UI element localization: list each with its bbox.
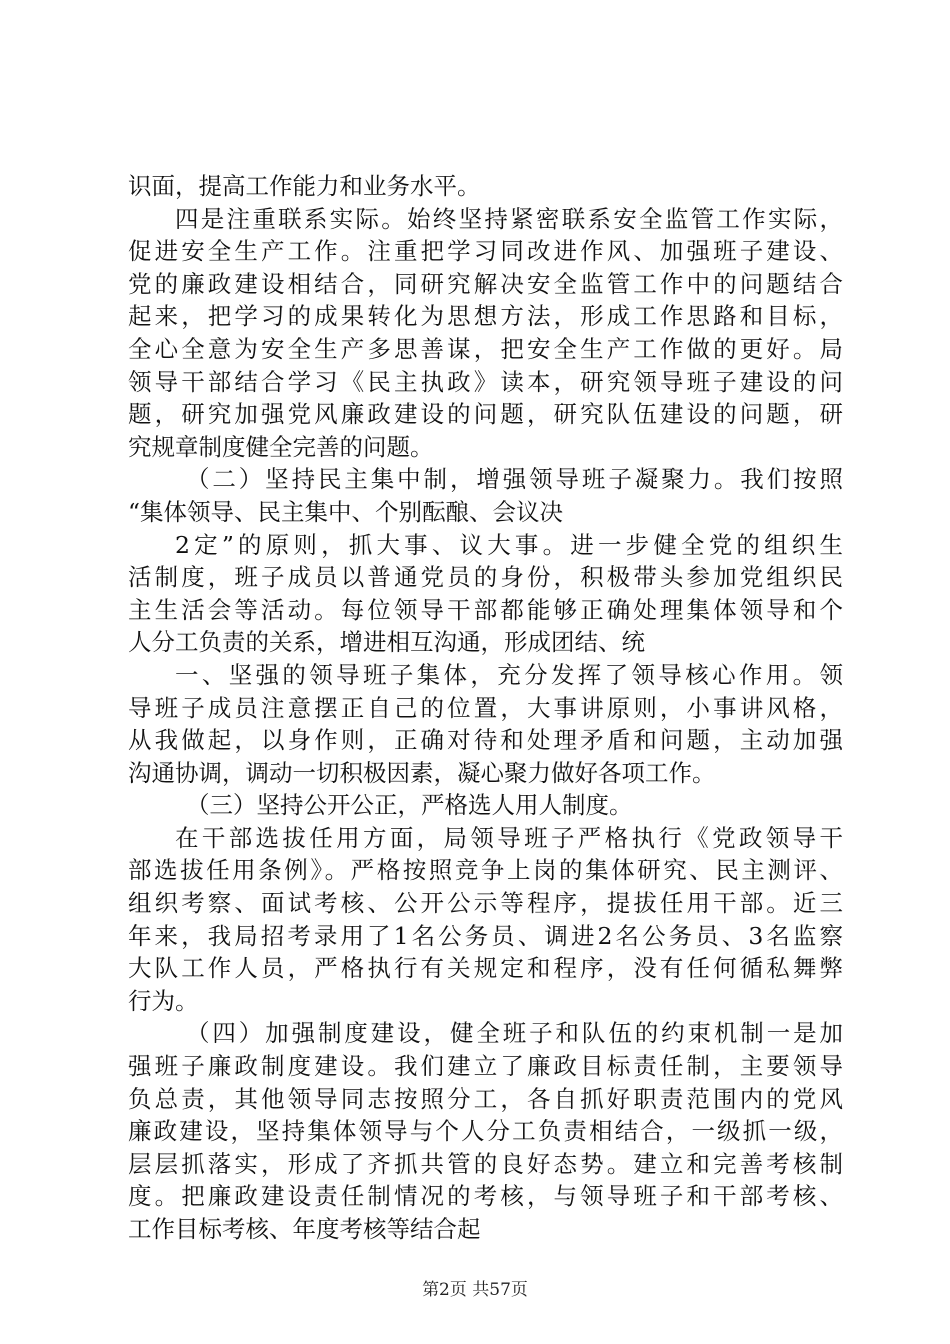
text-line: 年来，我局招考录用了1名公务员、调进2名公务员、3名监察 bbox=[128, 921, 843, 950]
text-line: 促进安全生产工作。注重把学习同改进作风、加强班子建设、 bbox=[128, 237, 843, 266]
text-line: 活制度，班子成员以普通党员的身份，积极带头参加党组织民 bbox=[128, 563, 843, 592]
text-line: （四）加强制度建设，健全班子和队伍的约束机制一是加 bbox=[186, 1019, 843, 1048]
text-line: 度。把廉政建设责任制情况的考核，与领导班子和干部考核、 bbox=[128, 1182, 843, 1211]
document-body bbox=[128, 170, 843, 1246]
text-line: 识面，提高工作能力和业务水平。 bbox=[128, 172, 481, 200]
text-line: 党的廉政建设相结合，同研究解决安全监管工作中的问题结合 bbox=[128, 269, 843, 298]
text-line: 起来，把学习的成果转化为思想方法，形成工作思路和目标， bbox=[128, 302, 843, 331]
text-line: 工作目标考核、年度考核等结合起 bbox=[128, 1215, 481, 1243]
text-line: （三）坚持公开公正，严格选人用人制度。 bbox=[186, 791, 633, 820]
text-line: 层层抓落实，形成了齐抓共管的良好态势。建立和完善考核制 bbox=[128, 1149, 843, 1178]
text-line: 一、坚强的领导班子集体，充分发挥了领导核心作用。领 bbox=[175, 660, 843, 689]
text-line: 领导干部结合学习《民主执政》读本，研究领导班子建设的问 bbox=[128, 367, 843, 396]
text-line: 题，研究加强党风廉政建设的问题，研究队伍建设的问题，研 bbox=[128, 400, 843, 429]
text-line: 人分工负责的关系，增进相互沟通，形成团结、统 bbox=[128, 628, 645, 657]
text-line: 2定”的原则，抓大事、议大事。进一步健全党的组织生 bbox=[175, 530, 843, 559]
text-line: 在干部选拔任用方面，局领导班子严格执行《党政领导干 bbox=[175, 823, 843, 852]
text-line: 强班子廉政制度建设。我们建立了廉政目标责任制，主要领导 bbox=[128, 1052, 843, 1081]
text-line: 部选拔任用条例》。严格按照竞争上岗的集体研究、民主测评、 bbox=[128, 856, 843, 885]
text-line: 主生活会等活动。每位领导干部都能够正确处理集体领导和个 bbox=[128, 595, 843, 624]
text-line: 四是注重联系实际。始终坚持紧密联系安全监管工作实际， bbox=[175, 204, 843, 233]
text-line: “集体领导、民主集中、个别酝酿、会议决 bbox=[128, 497, 564, 526]
text-line: 负总责，其他领导同志按照分工，各自抓好职责范围内的党风 bbox=[128, 1084, 843, 1113]
text-line: 究规章制度健全完善的问题。 bbox=[128, 432, 434, 461]
text-line: （二）坚持民主集中制，增强领导班子凝聚力。我们按照 bbox=[186, 465, 843, 494]
page-footer bbox=[0, 1275, 950, 1300]
text-line: 大队工作人员，严格执行有关规定和程序，没有任何循私舞弊 bbox=[128, 954, 843, 983]
text-line: 全心全意为安全生产多思善谋，把安全生产工作做的更好。局 bbox=[128, 334, 843, 363]
page-number-label: 第2页 共57页 bbox=[422, 1280, 528, 1300]
text-line: 沟通协调，调动一切积极因素，凝心聚力做好各项工作。 bbox=[128, 758, 716, 787]
text-line: 从我做起，以身作则，正确对待和处理矛盾和问题，主动加强 bbox=[128, 726, 843, 755]
text-line: 导班子成员注意摆正自己的位置，大事讲原则，小事讲风格， bbox=[128, 693, 843, 722]
text-line: 行为。 bbox=[128, 986, 199, 1015]
text-line: 组织考察、面试考核、公开公示等程序，提拔任用干部。近三 bbox=[128, 889, 843, 918]
text-line: 廉政建设，坚持集体领导与个人分工负责相结合，一级抓一级， bbox=[128, 1117, 843, 1146]
